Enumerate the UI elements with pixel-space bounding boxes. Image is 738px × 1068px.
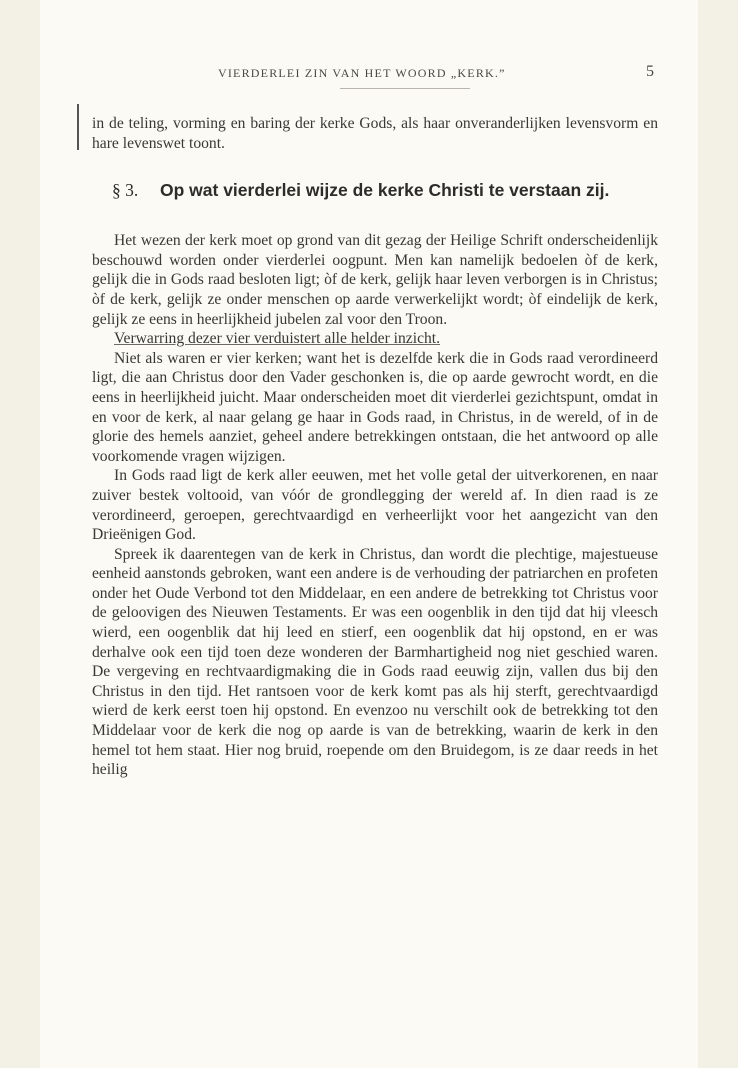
running-title: VIERDERLEI ZIN VAN HET WOORD „KERK.” (218, 66, 506, 80)
paragraph-3: Niet als waren er vier kerken; want het is dezelfde kerk die in Gods raad verordineerd ligt, die aan Christus door den Vader geschonken is, die op aarde gewrocht wordt, en die eens in heerlijkheid juicht. Maar onderscheiden moet dit vierderlei gezichtspunt, omdat in en voor de kerk, al naar gelang ge haar in Gods raad, in Christus, in de wereld, of in de glorie des hemels aanziet, geheel andere betrekkingen ontstaan, die het antwoord op alle voorkomende vragen wijzigen. (92, 349, 658, 465)
intro-paragraph: in de teling, vorming en baring der kerke Gods, als haar onveranderlijken levensvorm en hare levenswet toont. (92, 115, 658, 152)
header-rule (340, 88, 470, 89)
paragraph-1: Het wezen der kerk moet op grond van dit gezag der Heilige Schrift onderscheidenlijk beschouwd worden onder vierderlei oogpunt. Men kan namelijk bedoelen òf de kerk, gelijk die in Gods raad besloten ligt; òf de kerk, gelijk haar leven verborgen is in Christus; òf de kerk, gelijk ze onder menschen op aarde verwerkelijkt wordt; òf eindelijk de kerk, gelijk ze eens in heerlijkheid jubelen zal voor den Troon. (92, 232, 658, 328)
margin-mark (77, 104, 79, 150)
page-body (92, 114, 658, 780)
section-heading (112, 179, 658, 201)
section-number: § 3. (112, 180, 139, 201)
paragraph-5: Spreek ik daarentegen van de kerk in Christus, dan wordt die plechtige, majestueuse eenheid aanstonds gebroken, want een andere is de verhouding der patriarchen en profeten onder het Oude Verbond tot den Middelaar, en een andere de betrekking tot Christus voor de geloovigen des Nieuwen Testaments. Er was een oogenblik in den tijd dat hij vleesch wierd, een oogenblik dat hij leed en stierf, een oogenblik dat hij opstond, en er was derhalve ook een tijd toen deze wonderen der Barmhartigheid nog niet geschied waren. De vergeving en rechtvaardigmaking die in Gods raad eeuwig zijn, vallen dus bij den Christus in den tijd. Het rantsoen voor de kerk komt pas als hij sterft, gerechtvaardigd wierd de kerk eerst toen hij opstond. En evenzoo nu verschilt ook de betrekking tot den Middelaar voor de kerk die nog op aarde is van de betrekking, waarin de kerk in den hemel tot hem staat. Hier nog bruid, roepende om den Bruidegom, is ze daar reeds in het heilig (92, 545, 658, 779)
section-title: Op wat vierderlei wijze de kerke Christi te verstaan zij. (160, 180, 610, 201)
paragraph-2: Verwarring dezer vier verduistert alle helder inzicht. (114, 330, 441, 348)
page-number: 5 (646, 63, 654, 80)
book-page (40, 0, 698, 1068)
paragraph-4: In Gods raad ligt de kerk aller eeuwen, met het volle getal der uitverkorenen, en naar zuiver bestek voltooid, van vóór de grondlegging der wereld af. In dien raad is ze verordineerd, geroepen, gerechtvaardigd en verheerlijkt voor het aangezicht van den Drieënigen God. (92, 467, 658, 544)
